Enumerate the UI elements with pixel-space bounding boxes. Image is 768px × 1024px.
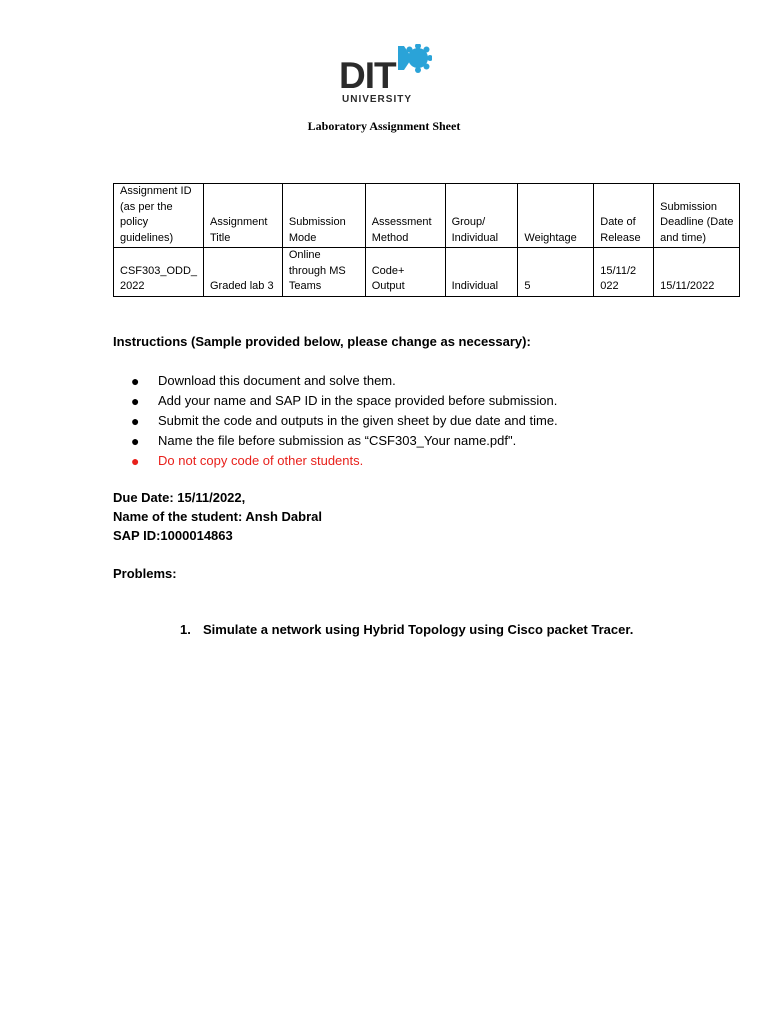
list-item (113, 431, 733, 451)
cell-submission-deadline: 15/11/2022 (654, 248, 740, 297)
header-assignment-id: Assignment ID (as per the policy guidelines) (114, 184, 204, 248)
page-title: Laboratory Assignment Sheet (307, 119, 461, 133)
bullet-icon: ● (131, 433, 140, 449)
logo-subtext: UNIVERSITY (342, 94, 413, 104)
logo-wordmark: DIT (339, 55, 396, 96)
header-submission-deadline: Submission Deadline (Date and time) (654, 184, 740, 248)
bullet-icon: ● (131, 453, 140, 469)
instructions-list (113, 371, 733, 471)
list-item (113, 391, 733, 411)
header-date-of-release: Date of Release (594, 184, 654, 248)
cell-date-of-release: 15/11/2 022 (594, 248, 654, 297)
problem-item (180, 622, 633, 637)
cell-group-individual: Individual (445, 248, 518, 297)
assignment-table (113, 183, 740, 297)
instruction-text: Name the file before submission as “CSF303_Your name.pdf". (158, 433, 517, 448)
list-item (113, 411, 733, 431)
cell-weightage: 5 (518, 248, 594, 297)
cell-assignment-id: CSF303_ODD_ 2022 (114, 248, 204, 297)
instruction-text: Do not copy code of other students. (158, 453, 364, 468)
university-logo (338, 44, 432, 104)
instruction-text: Download this document and solve them. (158, 373, 396, 388)
problem-text: Simulate a network using Hybrid Topology using Cisco packet Tracer. (203, 622, 634, 637)
instructions-heading: Instructions (Sample provided below, please change as necessary): (113, 334, 531, 349)
student-name: Name of the student: Ansh Dabral (113, 509, 322, 524)
header-assessment-method: Assessment Method (365, 184, 445, 248)
sap-id: SAP ID:1000014863 (113, 528, 233, 543)
instruction-text: Add your name and SAP ID in the space provided before submission. (158, 393, 558, 408)
table-header-row (114, 184, 740, 248)
header-submission-mode: Submission Mode (282, 184, 365, 248)
header-assignment-title: Assignment Title (203, 184, 282, 248)
cell-submission-mode: Online through MS Teams (282, 248, 365, 297)
instruction-text: Submit the code and outputs in the given sheet by due date and time. (158, 413, 558, 428)
cell-assignment-title: Graded lab 3 (203, 248, 282, 297)
list-item (113, 371, 733, 391)
problems-heading: Problems: (113, 566, 177, 581)
list-item-warning (113, 451, 733, 471)
header-weightage: Weightage (518, 184, 594, 248)
cell-assessment-method: Code+ Output (365, 248, 445, 297)
table-row (114, 248, 740, 297)
problem-number: 1. (180, 622, 191, 637)
bullet-icon: ● (131, 373, 140, 389)
due-date: Due Date: 15/11/2022, (113, 490, 246, 505)
header-group-individual: Group/ Individual (445, 184, 518, 248)
bullet-icon: ● (131, 393, 140, 409)
bullet-icon: ● (131, 413, 140, 429)
